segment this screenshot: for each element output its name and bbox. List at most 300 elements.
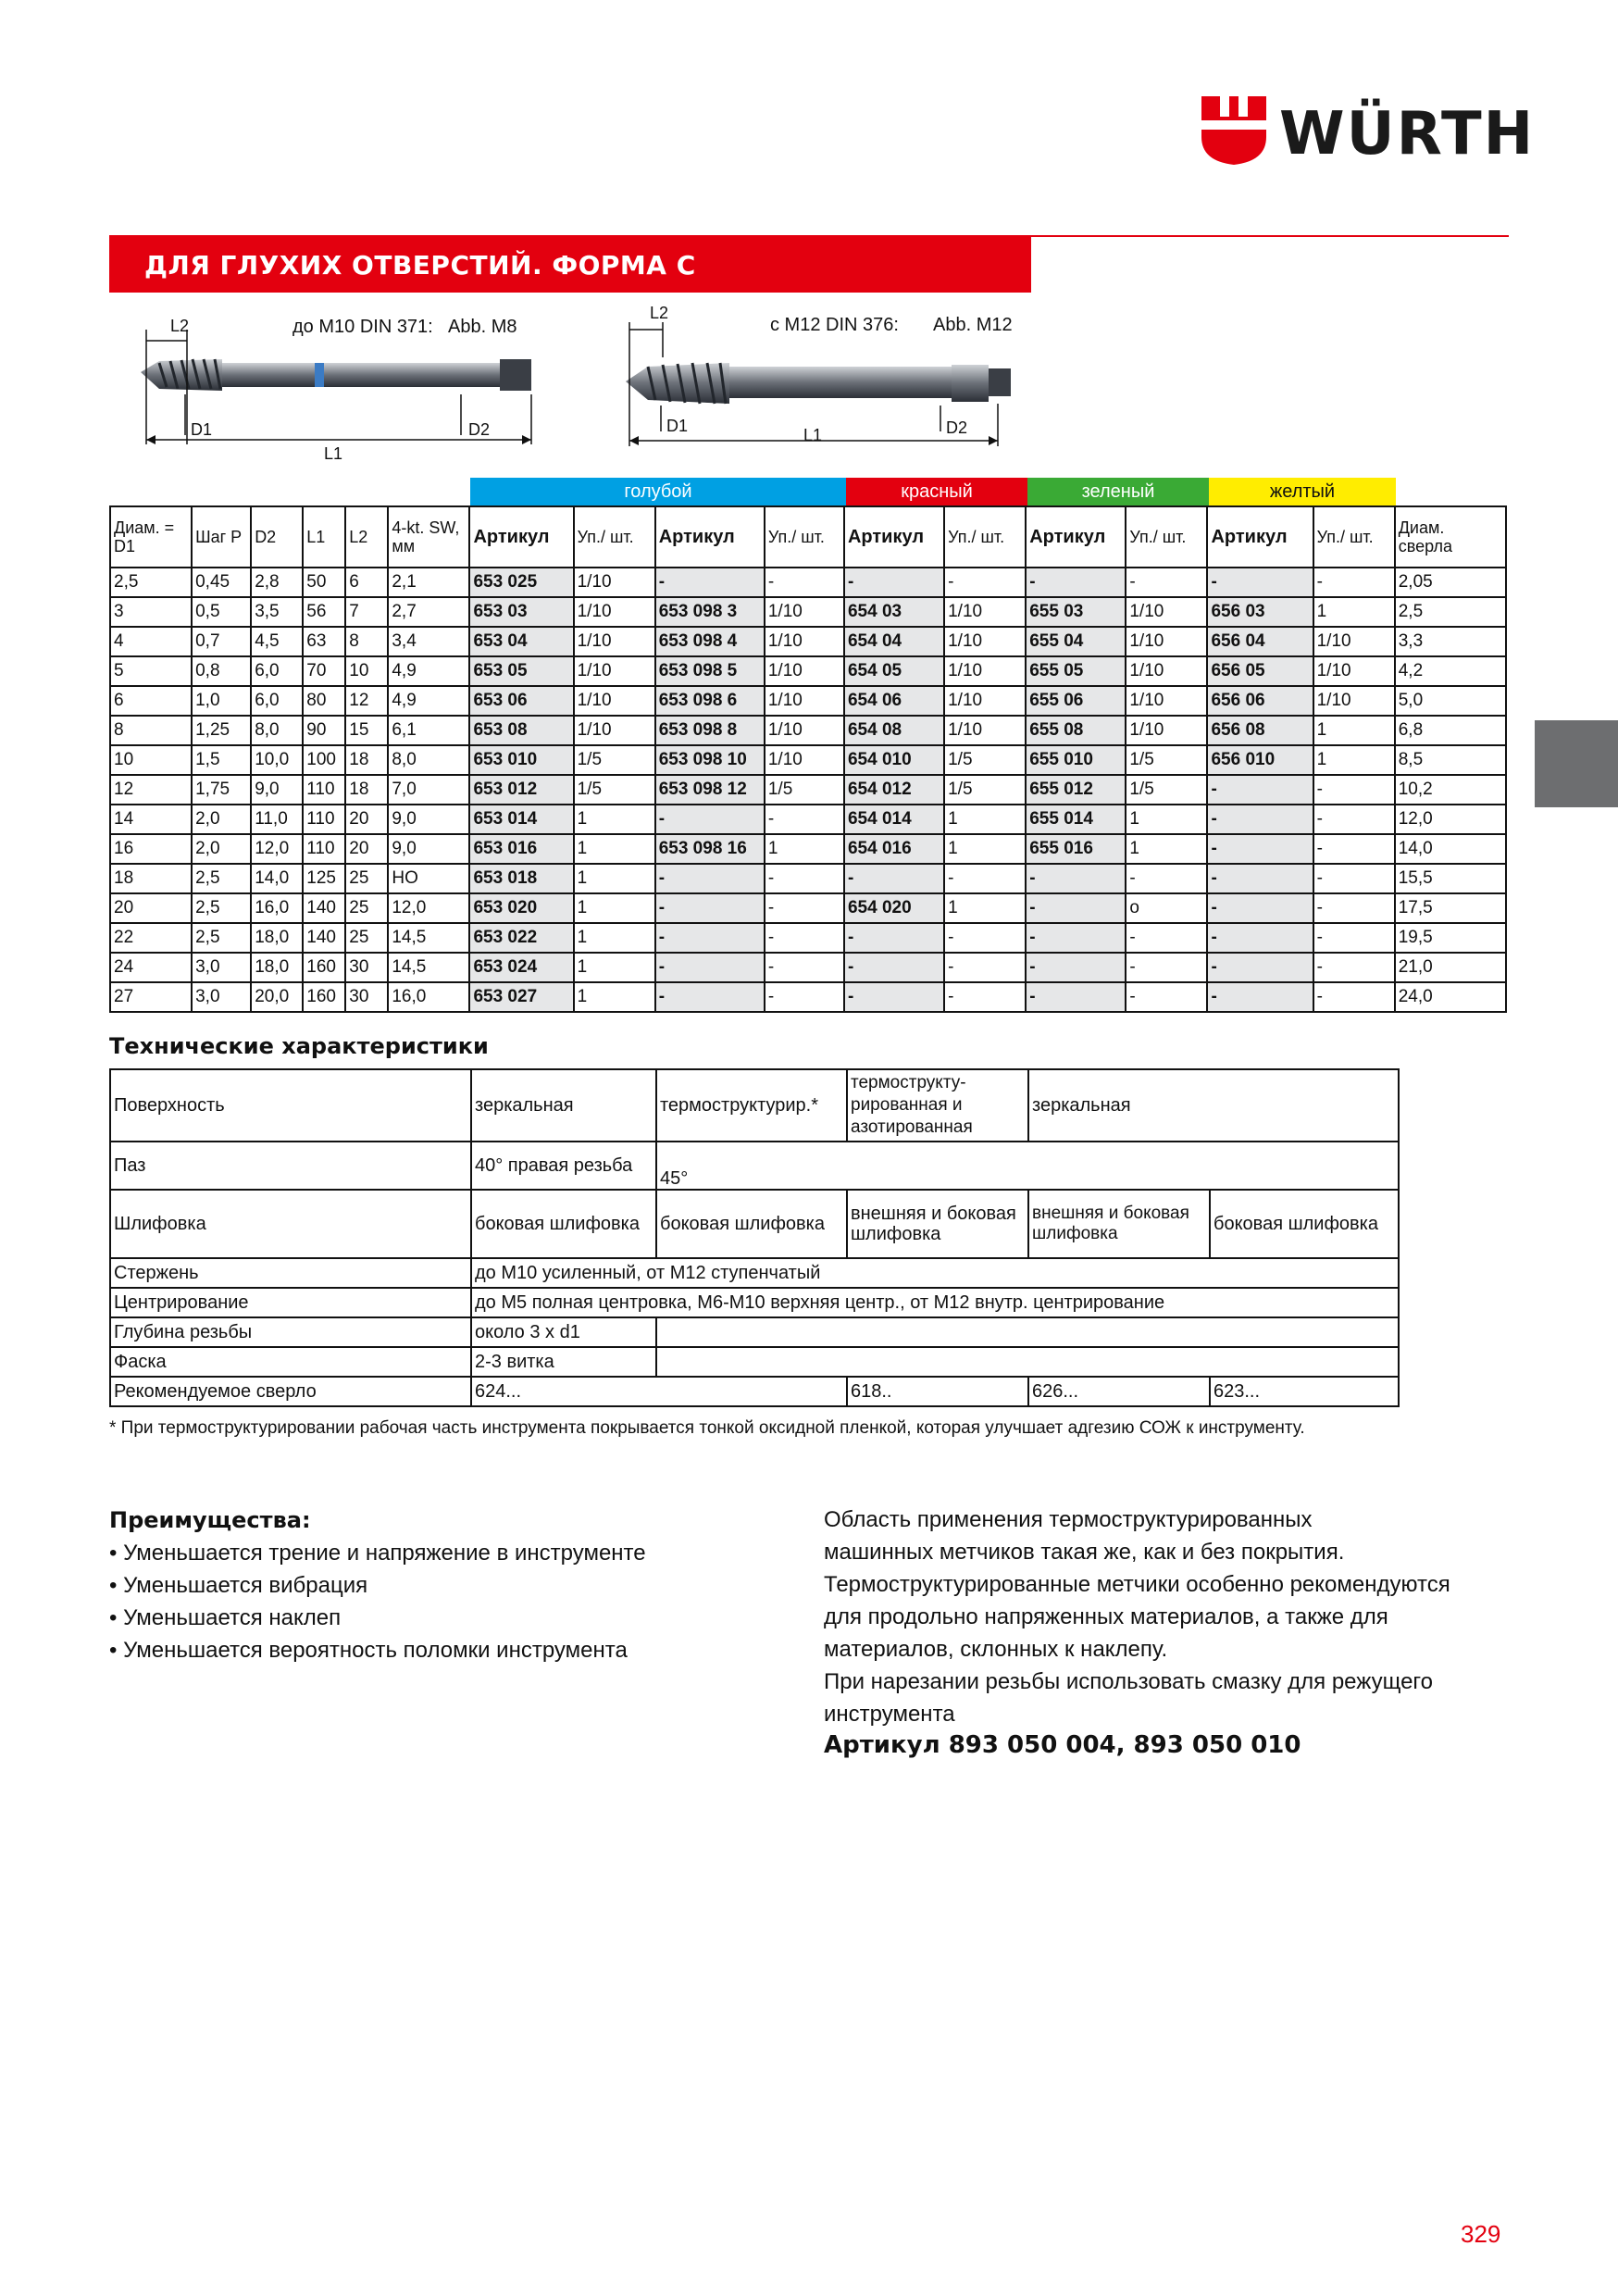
tech-label: Фаска (110, 1347, 471, 1377)
table-cell: 2,5 (192, 864, 251, 893)
table-cell: 25 (345, 923, 388, 953)
table-cell: - (765, 923, 844, 953)
table-cell: - (1026, 982, 1126, 1012)
table-row (110, 805, 1506, 834)
tech-value: термоструктурир.* (656, 1069, 847, 1142)
table-cell: 9,0 (388, 834, 469, 864)
table-cell: 18 (345, 775, 388, 805)
table-cell: 12 (110, 775, 192, 805)
table-cell: - (844, 953, 944, 982)
application-line: для продольно напряженных материалов, а также для (824, 1604, 1388, 1629)
table-cell: 1/10 (574, 627, 655, 656)
table-cell: 1/10 (1126, 716, 1207, 745)
table-cell: - (765, 953, 844, 982)
table-cell: 653 027 (469, 982, 573, 1012)
table-cell: - (1313, 982, 1395, 1012)
table-cell: 12 (345, 686, 388, 716)
table-cell: 7 (345, 597, 388, 627)
table-cell: 653 098 10 (655, 745, 765, 775)
table-row (110, 775, 1506, 805)
table-cell: 3,0 (192, 982, 251, 1012)
table-cell: 654 08 (844, 716, 944, 745)
footnote: * При термоструктурировании рабочая часть инструмента покрывается тонкой оксидной пленкой, которая улучшает адгезию СОЖ к инструменту. (109, 1418, 1305, 1438)
table-cell: 1 (574, 923, 655, 953)
table-cell: 2,05 (1395, 568, 1506, 597)
table-cell: 6,0 (251, 656, 303, 686)
table-cell: 654 04 (844, 627, 944, 656)
table-cell: - (844, 568, 944, 597)
table-cell: 12,0 (1395, 805, 1506, 834)
table-cell: 653 098 6 (655, 686, 765, 716)
tech-label: Поверхность (110, 1069, 471, 1142)
table-cell: 3 (110, 597, 192, 627)
table-cell: - (1207, 834, 1313, 864)
tech-value: 2-3 витка (471, 1347, 656, 1377)
table-cell: - (944, 982, 1026, 1012)
table-row (110, 656, 1506, 686)
table-row (110, 627, 1506, 656)
table-cell: 18 (110, 864, 192, 893)
col-header: D2 (251, 506, 303, 568)
table-cell: 25 (345, 864, 388, 893)
table-cell: 8 (345, 627, 388, 656)
table-cell: 6,8 (1395, 716, 1506, 745)
diagram-din376 (615, 302, 1040, 468)
table-cell: 16 (110, 834, 192, 864)
table-cell: - (765, 864, 844, 893)
table-cell: 5 (110, 656, 192, 686)
application-line: Область применения термоструктурированных (824, 1507, 1313, 1532)
table-cell: 1 (1313, 745, 1395, 775)
tech-value: боковая шлифовка (1210, 1190, 1399, 1258)
table-cell: 655 05 (1026, 656, 1126, 686)
table-cell: 22 (110, 923, 192, 953)
table-cell: 7,0 (388, 775, 469, 805)
tech-row (110, 1069, 1399, 1142)
table-cell: 656 06 (1207, 686, 1313, 716)
dim-d2: D2 (468, 420, 491, 439)
table-cell: 125 (303, 864, 345, 893)
color-band-red: красный (846, 478, 1027, 505)
tech-row (110, 1258, 1399, 1288)
dim-d1: D1 (191, 420, 213, 439)
dim-d2: D2 (946, 418, 968, 437)
table-cell: 653 098 4 (655, 627, 765, 656)
table-cell: - (765, 982, 844, 1012)
dim-l2: L2 (170, 317, 190, 335)
table-cell: 10 (110, 745, 192, 775)
tech-value: зеркальная (1028, 1069, 1399, 1142)
table-cell: 1 (1313, 716, 1395, 745)
table-cell: - (1207, 805, 1313, 834)
table-cell: 653 098 12 (655, 775, 765, 805)
col-header: Уп./ шт. (1313, 506, 1395, 568)
col-header: Артикул (655, 506, 765, 568)
application-line: инструмента (824, 1702, 955, 1727)
table-cell: 14,0 (1395, 834, 1506, 864)
table-cell: 24 (110, 953, 192, 982)
table-cell: - (655, 864, 765, 893)
table-cell: 8,0 (251, 716, 303, 745)
table-cell: 1/10 (944, 686, 1026, 716)
table-cell: 656 010 (1207, 745, 1313, 775)
table-cell: 18 (345, 745, 388, 775)
table-cell: 2,7 (388, 597, 469, 627)
table-cell: 654 05 (844, 656, 944, 686)
table-cell: 24,0 (1395, 982, 1506, 1012)
col-header: 4-kt. SW, мм (388, 506, 469, 568)
table-cell: 17,5 (1395, 893, 1506, 923)
table-cell: 0,8 (192, 656, 251, 686)
tech-value: около 3 х d1 (471, 1317, 656, 1347)
table-cell: 653 098 3 (655, 597, 765, 627)
table-cell: 8,0 (388, 745, 469, 775)
table-cell: 1/5 (574, 745, 655, 775)
table-cell: 15,5 (1395, 864, 1506, 893)
table-cell: 2,0 (192, 834, 251, 864)
table-cell: 12,0 (251, 834, 303, 864)
table-cell: 654 020 (844, 893, 944, 923)
col-header: Уп./ шт. (944, 506, 1026, 568)
table-cell: 655 012 (1026, 775, 1126, 805)
table-cell: 1 (944, 893, 1026, 923)
side-tab (1535, 720, 1618, 807)
table-cell: - (655, 982, 765, 1012)
table-cell: 653 018 (469, 864, 573, 893)
table-cell: 653 020 (469, 893, 573, 923)
table-cell: 1/10 (1126, 597, 1207, 627)
table-row (110, 923, 1506, 953)
table-cell: 16,0 (251, 893, 303, 923)
tech-value: зеркальная (471, 1069, 656, 1142)
table-cell: 1/10 (1126, 656, 1207, 686)
tech-value: 623... (1210, 1377, 1399, 1406)
table-cell: - (1126, 982, 1207, 1012)
table-cell: - (944, 953, 1026, 982)
table-cell: 10,2 (1395, 775, 1506, 805)
table-cell: 12,0 (388, 893, 469, 923)
color-band-blue: голубой (470, 478, 846, 505)
table-cell: 655 016 (1026, 834, 1126, 864)
table-cell: НО (388, 864, 469, 893)
advantage-item: • Уменьшается трение и напряжение в инструменте (109, 1541, 646, 1566)
advantage-item: • Уменьшается вибрация (109, 1573, 368, 1598)
table-cell: 20 (345, 805, 388, 834)
table-cell: 1/10 (765, 656, 844, 686)
table-cell: 1 (944, 834, 1026, 864)
table-cell: 1,0 (192, 686, 251, 716)
col-header: Уп./ шт. (1126, 506, 1207, 568)
table-row (110, 745, 1506, 775)
table-cell: 653 06 (469, 686, 573, 716)
table-cell: 30 (345, 953, 388, 982)
table-cell: 14,5 (388, 953, 469, 982)
advantage-item: • Уменьшается наклеп (109, 1605, 342, 1630)
table-cell: 160 (303, 982, 345, 1012)
table-row (110, 953, 1506, 982)
col-header: Артикул (469, 506, 573, 568)
table-cell: - (1313, 775, 1395, 805)
table-cell: 90 (303, 716, 345, 745)
table-cell: 655 014 (1026, 805, 1126, 834)
tech-value: 626... (1028, 1377, 1210, 1406)
table-cell: 655 010 (1026, 745, 1126, 775)
tech-value: 40° правая резьба (471, 1142, 656, 1190)
brand-name: WÜRTH (1279, 100, 1536, 168)
table-cell: 653 08 (469, 716, 573, 745)
table-cell: - (844, 864, 944, 893)
table-cell: 18,0 (251, 923, 303, 953)
table-cell: 1/5 (574, 775, 655, 805)
table-cell: 50 (303, 568, 345, 597)
table-cell: 6,0 (251, 686, 303, 716)
table-cell: - (1313, 568, 1395, 597)
col-header: Диам. = D1 (110, 506, 192, 568)
table-cell: - (1126, 953, 1207, 982)
table-cell: 3,4 (388, 627, 469, 656)
table-cell: 1/10 (944, 627, 1026, 656)
tech-value: внешняя и боковая шлифовка (1028, 1190, 1210, 1258)
table-cell: - (1126, 568, 1207, 597)
table-cell: 20,0 (251, 982, 303, 1012)
advantages-title: Преимущества: (109, 1507, 311, 1533)
table-cell: - (1207, 775, 1313, 805)
table-cell: - (655, 893, 765, 923)
tech-row (110, 1317, 1399, 1347)
table-cell: 655 06 (1026, 686, 1126, 716)
table-cell: 100 (303, 745, 345, 775)
table-cell: 4,2 (1395, 656, 1506, 686)
table-cell: 1/10 (765, 716, 844, 745)
table-cell: - (655, 805, 765, 834)
table-row (110, 864, 1506, 893)
table-cell: 2,0 (192, 805, 251, 834)
table-cell: 1 (574, 864, 655, 893)
table-cell: 56 (303, 597, 345, 627)
table-cell: 654 010 (844, 745, 944, 775)
tech-value: 618.. (847, 1377, 1028, 1406)
tech-value-empty (656, 1317, 1399, 1347)
tech-label: Шлифовка (110, 1190, 471, 1258)
table-row (110, 834, 1506, 864)
table-cell: 1,5 (192, 745, 251, 775)
table-cell: 1 (574, 805, 655, 834)
tech-label: Центрирование (110, 1288, 471, 1317)
table-cell: 653 016 (469, 834, 573, 864)
table-cell: 15 (345, 716, 388, 745)
table-cell: 25 (345, 893, 388, 923)
table-cell: - (1126, 864, 1207, 893)
table-cell: 1/10 (944, 656, 1026, 686)
table-cell: 1 (765, 834, 844, 864)
table-row (110, 597, 1506, 627)
table-cell: 656 03 (1207, 597, 1313, 627)
table-cell: - (844, 982, 944, 1012)
col-header: L2 (345, 506, 388, 568)
table-cell: 1/10 (1313, 656, 1395, 686)
tech-row (110, 1347, 1399, 1377)
table-cell: 2,8 (251, 568, 303, 597)
tech-table (109, 1068, 1400, 1407)
table-cell: 1/10 (1126, 627, 1207, 656)
table-cell: 1,75 (192, 775, 251, 805)
table-cell: - (655, 568, 765, 597)
tech-label: Стержень (110, 1258, 471, 1288)
tech-value: до М5 полная центровка, М6-М10 верхняя центр., от М12 внутр. центрирование (471, 1288, 1399, 1317)
table-cell: - (1313, 864, 1395, 893)
table-cell: 653 025 (469, 568, 573, 597)
product-table (109, 505, 1507, 1013)
table-cell: 653 03 (469, 597, 573, 627)
table-cell: 110 (303, 805, 345, 834)
table-cell: 2,5 (1395, 597, 1506, 627)
table-cell: 10,0 (251, 745, 303, 775)
table-cell: 656 04 (1207, 627, 1313, 656)
table-cell: o (1126, 893, 1207, 923)
table-cell: 2,5 (192, 923, 251, 953)
dim-l1: L1 (803, 426, 823, 444)
table-cell: 5,0 (1395, 686, 1506, 716)
tech-label: Рекомендуемое сверло (110, 1377, 471, 1406)
tech-row (110, 1190, 1399, 1258)
table-cell: 656 05 (1207, 656, 1313, 686)
table-cell: 160 (303, 953, 345, 982)
table-cell: - (1026, 953, 1126, 982)
tech-label: Паз (110, 1142, 471, 1190)
page-number: 329 (1461, 2220, 1501, 2248)
application-line: При нарезании резьбы использовать смазку для режущего (824, 1669, 1433, 1694)
table-cell: 653 022 (469, 923, 573, 953)
table-cell: - (1313, 923, 1395, 953)
table-cell: 8 (110, 716, 192, 745)
table-cell: 1/10 (574, 686, 655, 716)
table-cell: 63 (303, 627, 345, 656)
table-cell: - (1313, 805, 1395, 834)
table-cell: 20 (110, 893, 192, 923)
col-header: Шаг P (192, 506, 251, 568)
table-cell: 4 (110, 627, 192, 656)
application-line: материалов, склонных к наклепу. (824, 1637, 1168, 1662)
col-header: Артикул (844, 506, 944, 568)
page-title: ДЛЯ ГЛУХИХ ОТВЕРСТИЙ. ФОРМА С (144, 250, 696, 281)
table-cell: 6,1 (388, 716, 469, 745)
table-cell: - (1207, 568, 1313, 597)
table-cell: 653 012 (469, 775, 573, 805)
diagram-abb: Abb. M8 (448, 317, 517, 337)
diagram-caption: с M12 DIN 376: (770, 315, 899, 335)
table-cell: 16,0 (388, 982, 469, 1012)
table-cell: 8,5 (1395, 745, 1506, 775)
table-cell: 655 03 (1026, 597, 1126, 627)
table-cell: 1/10 (574, 568, 655, 597)
table-cell: 140 (303, 923, 345, 953)
table-cell: 1/5 (1126, 745, 1207, 775)
diagram-abb: Abb. M12 (933, 315, 1013, 335)
table-cell: 3,3 (1395, 627, 1506, 656)
table-cell: 653 014 (469, 805, 573, 834)
diagram-caption: до M10 DIN 371: (292, 317, 433, 337)
dim-d1: D1 (666, 417, 689, 435)
table-cell: 653 04 (469, 627, 573, 656)
table-cell: - (655, 923, 765, 953)
table-cell: 0,5 (192, 597, 251, 627)
tech-value: внешняя и боковая шлифовка (847, 1190, 1028, 1258)
table-cell: 2,5 (110, 568, 192, 597)
table-cell: 19,5 (1395, 923, 1506, 953)
table-cell: 6 (345, 568, 388, 597)
table-cell: 1/10 (765, 627, 844, 656)
table-cell: 1/5 (944, 745, 1026, 775)
col-header: Артикул (1207, 506, 1313, 568)
table-cell: 1 (574, 982, 655, 1012)
tech-value: термострукту- рированная и азотированная (847, 1069, 1028, 1142)
table-cell: - (1313, 953, 1395, 982)
table-cell: - (1313, 893, 1395, 923)
table-cell: 1/5 (1126, 775, 1207, 805)
col-header: Артикул (1026, 506, 1126, 568)
tech-value-empty (656, 1347, 1399, 1377)
tech-row (110, 1288, 1399, 1317)
table-cell: 110 (303, 775, 345, 805)
table-cell: 1/5 (765, 775, 844, 805)
table-cell: 1/10 (1313, 686, 1395, 716)
tech-value: 624... (471, 1377, 847, 1406)
table-cell: 653 010 (469, 745, 573, 775)
table-cell: 656 08 (1207, 716, 1313, 745)
table-cell: 1/10 (574, 597, 655, 627)
table-cell: 1/10 (574, 716, 655, 745)
advantage-item: • Уменьшается вероятность поломки инструмента (109, 1638, 628, 1663)
table-row (110, 982, 1506, 1012)
table-cell: 1/10 (1126, 686, 1207, 716)
table-cell: 654 03 (844, 597, 944, 627)
table-cell: - (1313, 834, 1395, 864)
table-cell: 1/10 (765, 745, 844, 775)
tech-value: боковая шлифовка (656, 1190, 847, 1258)
col-header: L1 (303, 506, 345, 568)
table-cell: 3,0 (192, 953, 251, 982)
table-cell: - (944, 864, 1026, 893)
table-cell: 1 (1126, 834, 1207, 864)
table-cell: 1/10 (765, 597, 844, 627)
table-row (110, 686, 1506, 716)
tech-row (110, 1142, 1399, 1190)
application-line: Термоструктурированные метчики особенно рекомендуются (824, 1572, 1450, 1597)
table-cell: 1/10 (765, 686, 844, 716)
table-cell: - (1026, 568, 1126, 597)
table-cell: 653 024 (469, 953, 573, 982)
table-cell: 655 04 (1026, 627, 1126, 656)
color-band-green: зеленый (1027, 478, 1209, 505)
table-cell: - (1207, 953, 1313, 982)
table-cell: - (765, 568, 844, 597)
table-cell: - (765, 805, 844, 834)
table-cell: 21,0 (1395, 953, 1506, 982)
table-cell: 6 (110, 686, 192, 716)
table-cell: - (1126, 923, 1207, 953)
tech-value: 45° (656, 1142, 1399, 1190)
tech-label: Глубина резьбы (110, 1317, 471, 1347)
dim-l2: L2 (650, 304, 669, 322)
diagram-din371 (130, 306, 555, 472)
table-cell: 18,0 (251, 953, 303, 982)
table-cell: 11,0 (251, 805, 303, 834)
table-cell: 654 012 (844, 775, 944, 805)
table-cell: 653 098 8 (655, 716, 765, 745)
table-cell: - (1026, 864, 1126, 893)
tech-row (110, 1377, 1399, 1406)
col-header: Диам. сверла (1395, 506, 1506, 568)
